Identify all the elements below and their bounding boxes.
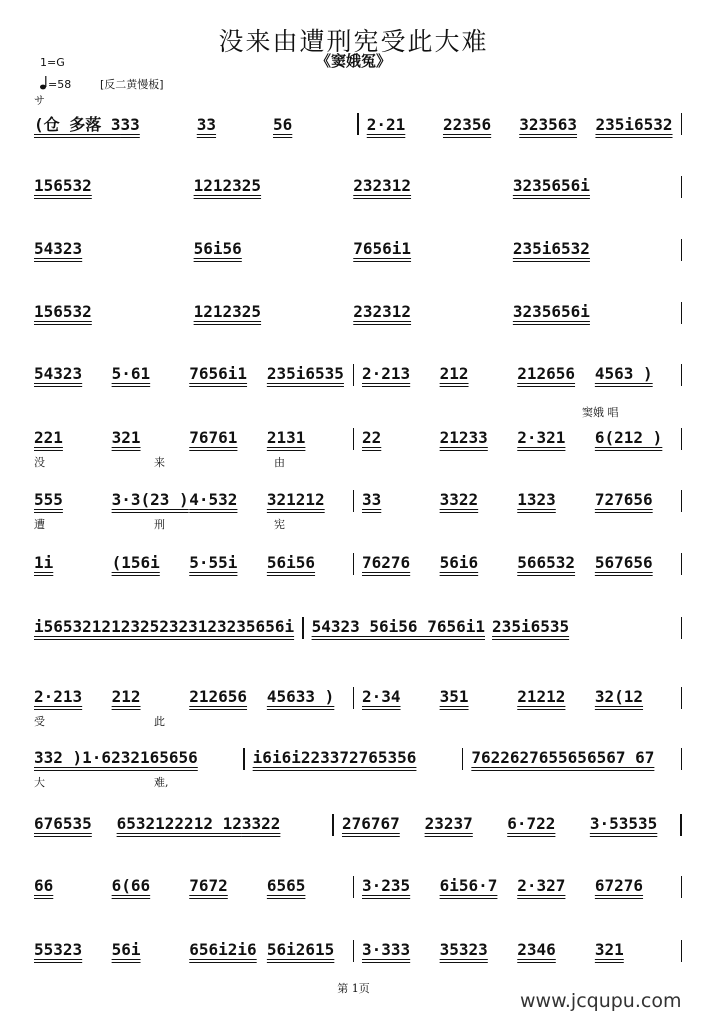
lyrics-line — [34, 516, 690, 532]
note-group: 45633 ) — [266, 687, 335, 706]
bar-line — [680, 814, 682, 836]
note-group: 76761 — [189, 428, 238, 447]
note-group: 56i56 — [266, 553, 316, 572]
note-group: 56i — [111, 940, 141, 959]
score-row — [34, 428, 690, 480]
note-group: 55323 — [34, 940, 83, 959]
note-group: 235i6535 — [492, 617, 570, 636]
bar-line — [681, 428, 683, 450]
note-group: 276767 — [341, 814, 400, 833]
note-group: 323563 — [519, 115, 578, 134]
note-group: 54323 — [34, 364, 83, 383]
note-group: 23237 — [424, 814, 473, 833]
note-group: 232312 — [353, 302, 412, 321]
note-group: 212656 — [189, 687, 248, 706]
note-group: 235i6532 — [595, 115, 673, 134]
note-group: 3·3(23 ) — [111, 490, 189, 509]
bar-line — [681, 302, 683, 324]
bar-line — [681, 113, 683, 135]
free-meter-mark: サ — [34, 94, 45, 107]
bar-line — [353, 876, 355, 898]
bar-line — [681, 940, 683, 962]
note-group: 56i2615 — [266, 940, 335, 959]
lyric-char: 难, — [154, 776, 169, 789]
note-group: 2·21 — [366, 115, 406, 134]
note-group: 351 — [439, 687, 469, 706]
note-group: 156532 — [34, 302, 92, 321]
lyrics-line — [34, 454, 690, 470]
bar-line — [353, 490, 355, 512]
bar-line — [681, 748, 683, 770]
bar-line — [353, 364, 355, 386]
note-group: 35323 — [439, 940, 488, 959]
notation-line — [34, 876, 690, 898]
singer-label: 窦娥 唱 — [582, 406, 619, 419]
note-group: 567656 — [594, 553, 653, 572]
notation-line — [34, 490, 690, 512]
note-group: 33 — [196, 115, 217, 134]
note-group: 2·34 — [362, 687, 401, 706]
bar-line — [353, 687, 355, 709]
note-group: 555 — [34, 490, 63, 509]
bar-line — [332, 814, 334, 836]
note-group: 2·213 — [34, 687, 83, 706]
lyric-char: 来 — [154, 456, 165, 469]
note-group: (仓 多落 3 — [34, 115, 121, 134]
score-row — [34, 814, 690, 866]
notation-line — [34, 302, 690, 324]
notation-line — [34, 176, 690, 198]
note-group: 676535 — [34, 814, 92, 833]
note-group: 33 — [362, 490, 382, 509]
note-group: 3322 — [241, 814, 281, 833]
note-group: 7672 — [189, 876, 228, 895]
note-group: 56i6 — [439, 553, 479, 572]
quarter-note-icon — [40, 76, 48, 90]
score-row — [34, 617, 690, 669]
note-group: 4563 ) — [594, 364, 653, 383]
note-group: 235i6532 — [512, 239, 590, 258]
note-group: 6(66 — [111, 876, 151, 895]
note-group: 5·61 — [111, 364, 151, 383]
note-group: i6i6i223372765356 — [252, 748, 417, 767]
note-group: 3235656i — [512, 302, 590, 321]
note-group: 2346 — [517, 940, 556, 959]
bar-line — [681, 876, 683, 898]
note-group: 56i56 — [193, 239, 242, 258]
score-row — [34, 748, 690, 800]
note-group: 21233 — [439, 428, 488, 447]
notation-line — [34, 814, 690, 836]
bar-line — [243, 748, 245, 770]
score-row — [34, 176, 690, 228]
score-row — [34, 239, 690, 291]
score-row — [34, 876, 690, 928]
note-group: 5·55i — [189, 553, 238, 572]
lyrics-line — [34, 713, 690, 729]
note-group: 3322 — [439, 490, 479, 509]
bar-line — [353, 940, 355, 962]
lyric-char: 大 — [34, 776, 45, 789]
note-group: 1212325 — [193, 302, 262, 321]
notation-line — [34, 940, 690, 962]
score-row — [34, 490, 690, 542]
note-group: 212 — [111, 687, 141, 706]
note-group: 1i — [34, 553, 54, 572]
score-row — [34, 112, 690, 164]
note-group: 2·321 — [517, 428, 566, 447]
bar-line — [681, 687, 683, 709]
notation-line — [34, 748, 690, 770]
note-group: 6565 — [266, 876, 306, 895]
score-row — [34, 687, 690, 739]
note-group: 2·213 — [362, 364, 411, 383]
bar-line — [681, 176, 683, 198]
note-group: 66 — [34, 876, 54, 895]
bar-line — [462, 748, 464, 770]
page-number: 第 1页 — [337, 982, 370, 995]
notation-line — [34, 553, 690, 575]
note-group: 32(12 — [594, 687, 644, 706]
score-row — [34, 364, 690, 416]
note-group: 3235656i — [512, 176, 590, 195]
note-group: 54323 56i56 7656i1 — [311, 617, 485, 636]
note-group: i5653212123252323123235656i — [34, 617, 295, 636]
note-group: 7656i1 — [189, 364, 248, 383]
note-group: 22356 — [442, 115, 492, 134]
notation-line — [34, 239, 690, 261]
note-group: 156532 — [34, 176, 92, 195]
notation-line — [34, 364, 690, 386]
note-group: 212 — [439, 364, 469, 383]
note-group: 7656i1 — [353, 239, 412, 258]
page-subtitle: 《窦娥冤》 — [315, 52, 391, 70]
tempo-marking: =58 — [48, 78, 72, 91]
lyric-char: 刑 — [154, 518, 165, 531]
note-group: 21212 — [517, 687, 566, 706]
score-row — [34, 302, 690, 354]
note-group: 3·235 — [362, 876, 411, 895]
score-row — [34, 553, 690, 605]
note-group: 1323 — [517, 490, 556, 509]
note-group: 332 )1·6232165656 — [34, 748, 198, 767]
watermark: www.jcqupu.com — [520, 990, 682, 1012]
note-group: 321212 — [266, 490, 325, 509]
note-group: 1212325 — [193, 176, 262, 195]
note-group: 22 — [362, 428, 382, 447]
note-group: 4·532 — [189, 490, 238, 509]
note-group: 54323 — [34, 239, 83, 258]
bar-line — [681, 364, 683, 386]
note-group: 321 — [111, 428, 141, 447]
lyrics-line — [34, 774, 690, 790]
note-group: 235i6535 — [266, 364, 344, 383]
notation-line — [34, 687, 690, 709]
note-group: 7622627655656567 67 — [471, 748, 655, 767]
bar-line — [357, 113, 359, 135]
note-group: 656i2i6 — [189, 940, 257, 959]
lyric-char: 没 — [34, 456, 45, 469]
note-group: 76276 — [362, 553, 411, 572]
bar-line — [681, 617, 683, 639]
notation-line — [34, 112, 690, 135]
note-group: 566532 — [517, 553, 576, 572]
lyric-char: 由 — [274, 456, 285, 469]
notation-line — [34, 617, 690, 639]
lyric-char: 此 — [154, 715, 165, 728]
bar-line — [681, 553, 683, 575]
bar-line — [681, 490, 683, 512]
note-group: 67276 — [594, 876, 644, 895]
note-group: 212656 — [517, 364, 576, 383]
note-group: 2·327 — [517, 876, 566, 895]
note-group: 6·722 — [507, 814, 556, 833]
note-group: 6(212 ) — [594, 428, 663, 447]
bar-line — [353, 428, 355, 450]
note-group: 6i56·7 — [439, 876, 498, 895]
lyric-char: 宪 — [274, 518, 285, 531]
notation-line — [34, 428, 690, 450]
bar-line — [302, 617, 304, 639]
note-group: 33 — [120, 115, 140, 134]
key-signature: 1=G — [40, 56, 65, 69]
note-group: 232312 — [353, 176, 412, 195]
bar-line — [681, 239, 683, 261]
note-group: 3·333 — [362, 940, 411, 959]
note-group: 6532122212 12 — [116, 814, 242, 833]
page-title: 没来由遭刑宪受此大难 — [218, 27, 489, 56]
note-group: 3·53535 — [589, 814, 658, 833]
note-group: 2131 — [266, 428, 306, 447]
mode-marking: [反二黄慢板] — [100, 78, 164, 91]
note-group: (156i — [111, 553, 160, 572]
note-group: 727656 — [594, 490, 653, 509]
note-group: 321 — [594, 940, 624, 959]
note-group: 56 — [273, 115, 293, 134]
lyric-char: 受 — [34, 715, 45, 728]
note-group: 221 — [34, 428, 63, 447]
bar-line — [353, 553, 355, 575]
lyric-char: 遭 — [34, 518, 45, 531]
